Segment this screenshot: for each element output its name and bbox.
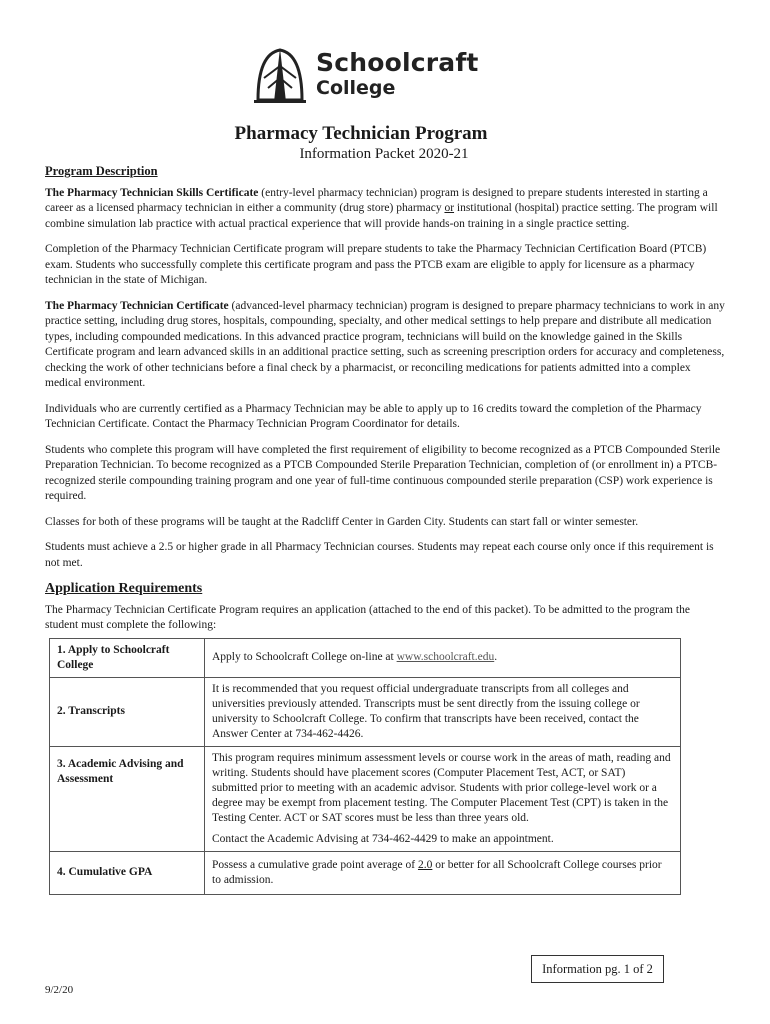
requirement-text (205, 746, 681, 851)
paragraph-grade-requirement: Students must achieve a 2.5 or higher grade in all Pharmacy Technician courses. Students may repeat each course only once if this requirement is not met. (45, 541, 714, 569)
paragraph-skills-certificate (45, 186, 725, 233)
requirement-label: 4. Cumulative GPA (50, 851, 205, 894)
schoolcraft-website-link[interactable]: www.schoolcraft.edu (396, 651, 495, 663)
tower-logo-icon (250, 44, 310, 106)
document-date: 9/2/20 (45, 984, 74, 996)
page-title: Pharmacy Technician Program (234, 123, 488, 144)
skills-certificate-text-b: institutional (hospital) practice setting. The program will combine simulation lab practice with actual practical experience that will provide hands-on training in a single practice setting. (45, 202, 718, 230)
page-indicator: Information pg. 1 of 2 (531, 955, 664, 983)
application-requirements-heading: Application Requirements (45, 581, 203, 596)
program-description-heading: Program Description (45, 164, 158, 178)
table-row (50, 851, 681, 894)
gpa-text-b: or better for all Schoolcraft College courses prior to admission. (212, 858, 662, 886)
skills-certificate-bold: The Pharmacy Technician Skills Certificate (45, 186, 259, 199)
requirement-label: 1. Apply to Schoolcraft College (50, 638, 205, 677)
apply-text: Apply to Schoolcraft College on-line at (212, 651, 397, 663)
advising-contact: Contact the Academic Advising at 734-462-4429 to make an appointment. (212, 832, 554, 845)
technician-certificate-text: (advanced-level pharmacy technician) program is designed to prepare pharmacy technicians to work in any practice setting, including drug stores, hospitals, compounding, specialty, and other medical settings to help prepare and distribute all medication types, including compounded medications. In this advanced practice program, technicians will build on the knowledge gained in the Skills Certificate program and learn advanced skills in an additional practice setting, such as screening prescription orders for accuracy and completeness, checking the work of other technicians before a final check by a pharmacist, or reconciling medications for patients admitted into a complex medical environment. (45, 299, 725, 389)
requirement-label: 2. Transcripts (50, 677, 205, 746)
application-intro: The Pharmacy Technician Certificate Program requires an application (attached to the end of this packet). To be admitted to the program the student must complete the following: (45, 603, 690, 631)
technician-certificate-bold: The Pharmacy Technician Certificate (45, 299, 229, 312)
advising-text: This program requires minimum assessment levels or course work in the areas of math, reading and writing. Students should have placement scores (Computer Placement Test, ACT, or SAT) submitted prior to meeting with an academic advisor. Students with prior college-level work or a degree may be exempt from placement testing. The Computer Placement Test (CPT) is taken in the Testing Center. ACT or SAT scores must be less than three years old. (212, 751, 671, 824)
schoolcraft-logo (250, 44, 490, 108)
requirement-text (205, 851, 681, 894)
document-body (45, 164, 725, 895)
or-underlined: or (444, 202, 455, 214)
requirement-text (205, 638, 681, 677)
gpa-value: 2.0 (417, 858, 433, 871)
paragraph-credits: Individuals who are currently certified as a Pharmacy Technician may be able to apply up to 16 credits toward the completion of the Pharmacy Technician Certificate. Contact the Pharmacy Technician Program Coordinator for details. (45, 402, 702, 430)
logo-text-schoolcraft: Schoolcraft (316, 48, 479, 77)
requirement-text: It is recommended that you request official undergraduate transcripts from all colleges and universities previously attended. Transcripts must be sent directly from the issuing college or university to Schoolcraft College. To confirm that transcripts have been received, contact the Answer Center at 734-462-4426. (205, 677, 681, 746)
paragraph-classes-location: Classes for both of these programs will be taught at the Radcliff Center in Garden City. Students can start fall or winter semester. (45, 515, 639, 528)
paragraph-sterile-preparation: Students who complete this program will have completed the first requirement of eligibility to become recognized as a PTCB Compounded Sterile Preparation Technician. To become recognized as a PTCB Compounded Sterile Preparation Technician, completion of (or enrollment in) a PTCB-recognized sterile compounding training program and one year of full-time continuous compounded sterile preparation (CSP) work experience is required. (45, 443, 721, 502)
requirement-label: 3. Academic Advising and Assessment (50, 746, 205, 851)
requirements-table (49, 638, 681, 895)
skills-certificate-text-a: (entry-level pharmacy technician) program is designed to prepare students interested in starting a career as a licensed pharmacy technician in either a community (drug store) pharmacy (45, 186, 708, 214)
table-row (50, 677, 681, 746)
table-row (50, 638, 681, 677)
paragraph-ptcb-exam: Completion of the Pharmacy Technician Certificate program will prepare students to take the Pharmacy Technician Certification Board (PTCB) exam. Students who successfully complete this certificate program and pass the PTCB exam are eligible to apply for licensure as a pharmacy technician in the state of Michigan. (45, 243, 707, 286)
table-row (50, 746, 681, 851)
gpa-text-a: Possess a cumulative grade point average of (212, 858, 418, 871)
page-subtitle: Information Packet 2020-21 (299, 146, 469, 162)
logo-text-college: College (316, 77, 396, 99)
apply-text-end: . (494, 651, 498, 663)
paragraph-technician-certificate (45, 299, 725, 392)
